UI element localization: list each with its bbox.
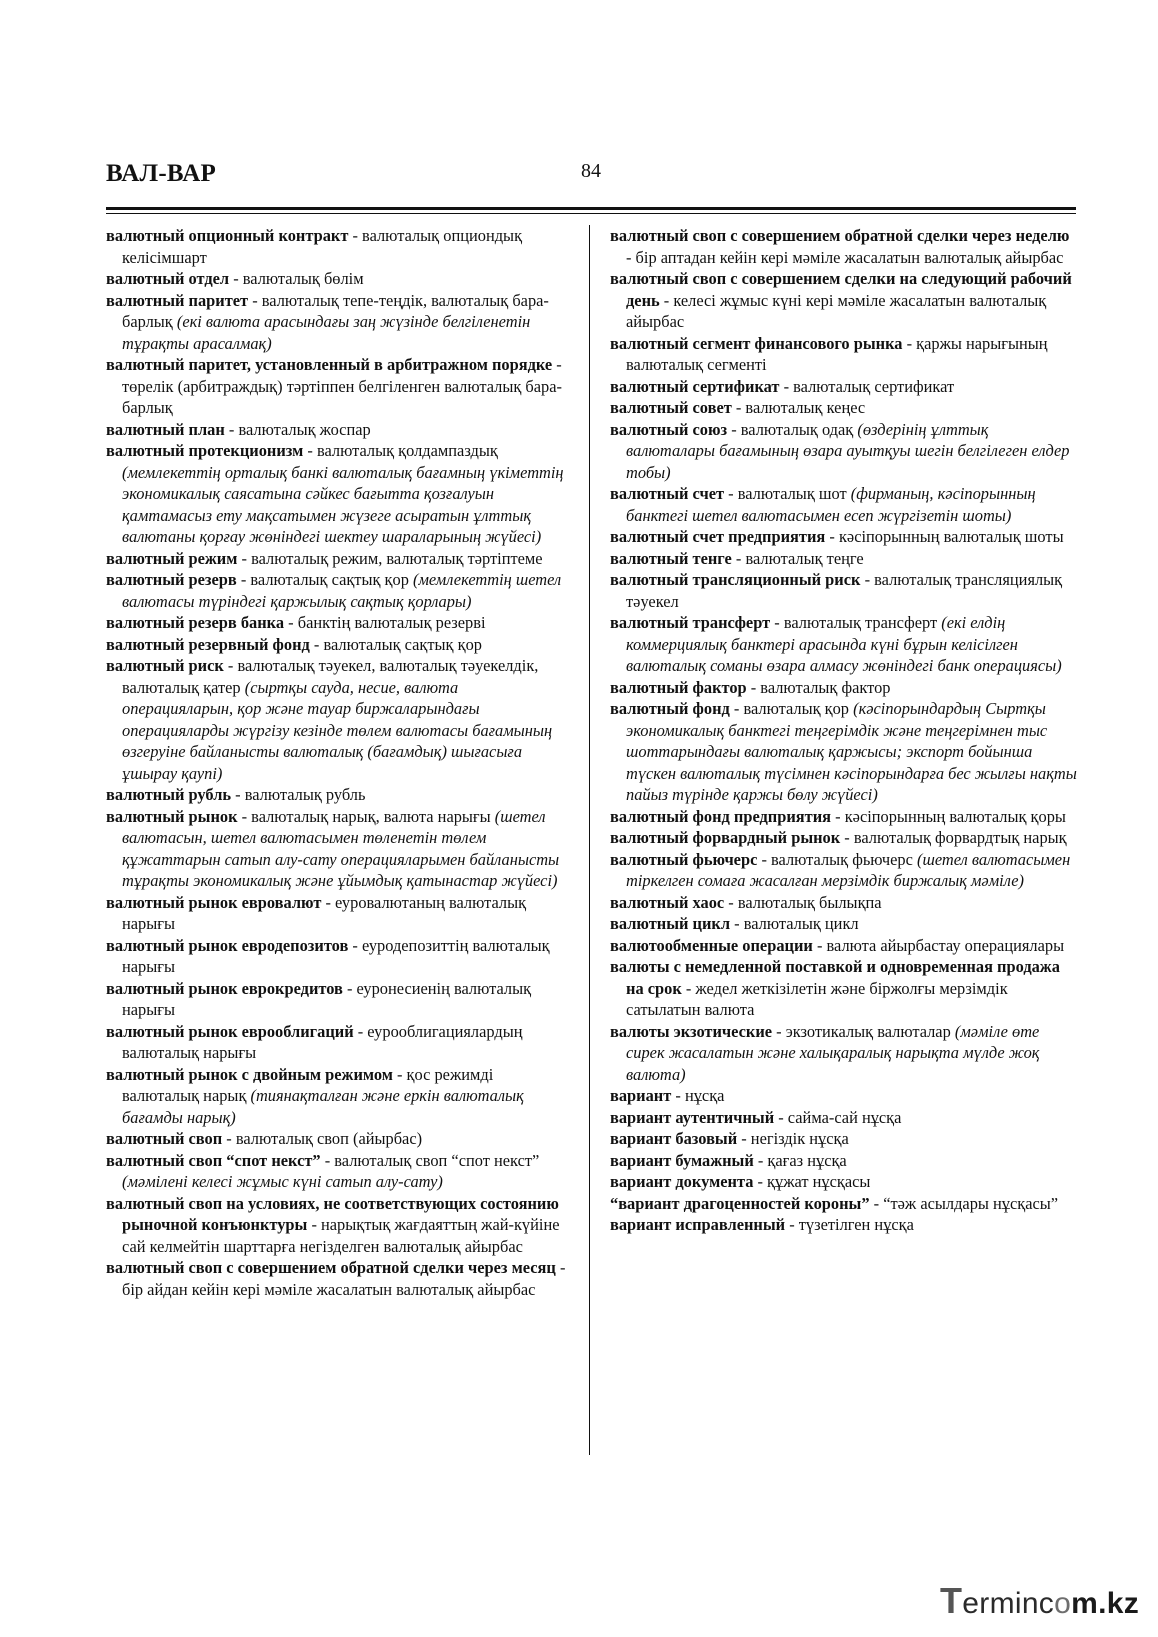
dictionary-entry [610,935,1078,957]
dictionary-entry [610,333,1078,376]
entry-term: валютный фактор [610,677,747,697]
entry-term: валютный сегмент финансового рынка [610,333,903,353]
entry-definition: - нарықтық жағдаяттың жай-күйіне сай келмейтін шарттарға негізделген валюталық айырбас [122,1215,560,1256]
watermark-magnifier-o: o [1054,1587,1072,1620]
entry-term: валютный фьючерс [610,849,758,869]
entry-definition: - еурооблигациялардың валюталық нарығы [122,1021,523,1062]
dictionary-entry [610,1214,1078,1236]
header-rule-thin [106,213,1076,214]
dictionary-entry [610,612,1078,677]
dictionary-entry [610,526,1078,548]
entry-term: валютный рынок евродепозитов [106,935,349,955]
watermark-text-1: erminc [962,1587,1055,1620]
entry-definition: - валюталық форвардтық нарық [840,828,1067,847]
entry-term: вариант исправленный [610,1215,786,1234]
entry-note: (сыртқы сауда, несие, валюта операцияларын, қор және тауар биржаларындағы операцияларды жүргізу кезінде төлем валютасы бағамының өзгеруіне байланысты валюталық (бағамдық) шығасыға ұшырау қаупі) [122,677,553,783]
dictionary-entry [610,1150,1078,1172]
dictionary-entry [610,419,1078,484]
entry-definition: - валюталық қор [729,699,854,718]
entry-term: валютный паритет, установленный в арбитражном порядке [106,355,553,374]
entry-note: (кәсіпорындардың Сыртқы экономикалық банктегі теңгерімдік және теңгерімнен тыс шоттарындағы валюталық қаржысы; экспорт бойынша түскен валюталық түсімнен кәсіпорындарға бес жылғы нақты пайыз түрінде қаржы бөлу жүйесі) [626,699,1077,804]
dictionary-entry [610,569,1078,612]
entry-definition: - келесі жұмыс күні кері мәміле жасалатын валюталық айырбас [626,290,1047,331]
entry-term: валютный форвардный рынок [610,828,841,847]
entry-term: валютный своп на условиях, не соответствующих состоянию рыночной конъюнктуры [106,1193,559,1234]
dictionary-entry [610,1171,1078,1193]
watermark-letter-t: T [940,1580,963,1621]
entry-note: (фирманың, кәсіпорынның банктегі шетел валютасымен есеп жүргізетін шоты) [626,484,1036,525]
entry-note: (шетел валютасымен тіркелген сомаға жасалған мерзімдік биржалық мәміле) [626,849,1071,890]
entry-term: валютный совет [610,398,732,417]
entry-definition: - еуровалютаның валюталық нарығы [122,892,527,933]
entry-term: валютный рынок еврооблигаций [106,1021,354,1041]
entry-term: вариант документа [610,1172,754,1191]
entry-definition: - “тәж асылдары нұсқасы” [869,1193,1059,1213]
entry-definition: - түзетілген нұсқа [785,1215,914,1234]
left-column [106,225,566,1300]
entry-term: валютный счет [610,484,725,503]
dictionary-entry [610,397,1078,419]
entry-definition: - құжат нұсқасы [753,1172,871,1191]
dictionary-entry [610,548,1078,570]
entry-definition: - қағаз нұсқа [753,1150,847,1170]
dictionary-entry [106,354,566,419]
entry-definition: - валюта айырбастау операциялары [812,935,1065,955]
dictionary-entry [106,784,566,806]
entry-term: валютный фонд [610,699,730,718]
entry-definition: - еуронесиенің валюталық нарығы [122,978,532,1019]
entry-term: валютный своп [106,1129,223,1148]
entry-term: валютообменные операции [610,935,813,955]
entry-definition: - валюталық одақ [727,419,858,439]
dictionary-entry [106,419,566,441]
entry-term: валютный режим [106,548,238,568]
dictionary-entry [610,806,1078,828]
entry-term: валютный своп с совершением сделки на следующий рабочий день [610,269,1072,310]
dictionary-entry [610,849,1078,892]
dictionary-entry [106,440,566,548]
entry-definition: - валюталық своп “спот некст” [320,1150,540,1170]
entry-definition: - төрелік (арбитраждық) тәртіппен белгіленген валюталық бара-барлық [122,355,562,417]
entry-note: (тиянақталған және еркін валюталық бағамды нарық) [122,1086,524,1127]
entry-note: (мәміле өте сирек жасалатын және халықаралық нарықта мүлде жоқ валюта) [626,1021,1040,1084]
entry-definition: - кәсіпорынның валюталық шоты [825,527,1064,546]
entry-term: валютный резервный фонд [106,634,310,654]
entry-definition: - валюталық фьючерс [757,849,917,869]
entry-definition: - кәсіпорынның валюталық қоры [831,806,1066,826]
entry-term: валютный резерв банка [106,613,285,632]
entry-term: валютный своп с совершением обратной сделки через месяц [106,1258,556,1277]
entry-term: валютный опционный контракт [106,226,349,245]
page-number: 84 [581,160,601,182]
entry-definition: - валюталық кеңес [731,398,866,417]
dictionary-entry [610,1085,1078,1107]
entry-note: (екі елдің коммерциялық банктері арасында күні бұрын келісілген валюталық соманы өзара алмасу жөніндегі банк операциясы) [626,613,1062,675]
entry-definition: - валюталық своп (айырбас) [222,1129,423,1148]
entry-definition: - валюталық нарық, валюта нарығы [237,806,495,826]
dictionary-entry [106,1150,566,1193]
dictionary-entry [106,569,566,612]
entry-term: валюты с немедленной поставкой и одновременная продажа на срок [610,957,1060,998]
entry-term: валютный сертификат [610,376,780,396]
entry-note: (мемлекеттің орталық банкі валюталық бағамның үкіметтің экономикалық саясатына сәйкес бағытта қозғалуын қамтамасыз ету мақсатымен жүзеге асыратын ұлттық валютаны қорғау жөніндегі шектеу шараларының жүйесі) [122,462,564,546]
dictionary-entry [106,1257,566,1300]
entry-definition: - валюталық бөлім [229,269,364,288]
dictionary-entry [106,1021,566,1064]
entry-definition: - валюталық қолдампаздық [303,441,498,460]
entry-definition: - валюталық режим, валюталық тәртіптеме [237,548,543,568]
dictionary-entry [610,483,1078,526]
entry-definition: - валюталық жоспар [224,419,371,439]
dictionary-entry [610,956,1078,1021]
entry-term: вариант аутентичный [610,1107,775,1127]
header-rule-thick [106,207,1076,210]
entry-term: валюты экзотические [610,1021,773,1041]
entry-definition: - валюталық опциондық келісімшарт [122,226,523,267]
entry-term: валютный рубль [106,785,232,804]
entry-term: валютный своп “спот некст” [106,1150,321,1170]
entry-term: валютный план [106,419,225,439]
entry-term: валютный рынок еврокредитов [106,978,343,998]
entry-definition: - бір аптадан кейін кері мәміле жасалатын валюталық айырбас [626,247,1064,267]
entry-definition: - валюталық теңге [731,548,864,568]
dictionary-entry [610,1128,1078,1150]
site-watermark [940,1580,1139,1622]
running-head: ВАЛ-ВАР [106,160,216,187]
entry-definition: - қос режимді валюталық нарық [122,1064,494,1105]
entry-term: вариант базовый [610,1129,738,1148]
entry-definition: - валюталық шот [724,484,851,503]
dictionary-entry [610,1107,1078,1129]
column-divider [589,225,590,1455]
dictionary-entry [106,1064,566,1129]
dictionary-entry [610,698,1078,806]
right-column [610,225,1078,1236]
dictionary-entry [106,225,566,268]
dictionary-entry [610,892,1078,914]
entry-definition: - сайма-сай нұсқа [774,1107,902,1127]
entry-term: валютный паритет [106,290,249,310]
dictionary-entry [106,935,566,978]
entry-term: валютный тенге [610,548,732,568]
dictionary-entry [106,612,566,634]
entry-definition: - банктің валюталық резерві [284,613,486,632]
entry-definition: - валюталық фактор [746,677,891,697]
entry-definition: - негіздік нұсқа [737,1129,849,1148]
entry-definition: - валюталық цикл [730,914,859,933]
dictionary-entry [106,1128,566,1150]
dictionary-entry [610,376,1078,398]
dictionary-entry [610,913,1078,935]
dictionary-entry [106,634,566,656]
entry-definition: - валюталық сақтық қор [236,570,413,589]
dictionary-entry [106,268,566,290]
entry-definition: - валюталық тепе-теңдік, валюталық бара-барлық [122,290,549,331]
entry-note: (шетел валютасын, шетел валютасымен төленетін төлем құжаттарын сатып алу-сату операцияларымен байланысты тұрақты экономикалық және ұйымдық қатынастар жүйесі) [122,806,560,890]
entry-term: валютный рынок евровалют [106,892,322,912]
entry-term: валютный рынок [106,806,238,826]
entry-definition: - валюталық тәуекел, валюталық тәуекелдік, валюталық қатер [122,656,539,697]
entry-definition: - валюталық сертификат [779,376,955,396]
dictionary-entry [106,892,566,935]
entry-term: валютный своп с совершением обратной сделки через неделю [610,226,1070,245]
dictionary-entry [610,1021,1078,1086]
entry-note: (екі валюта арасындағы заң жүзінде белгіленетін тұрақты арасалмақ) [122,312,531,353]
dictionary-entry [106,806,566,892]
entry-term: валютный резерв [106,570,237,589]
entry-note: (мемлекеттің шетел валютасы түріндегі қаржылық сақтық қорлары) [122,570,562,611]
entry-term: валютный отдел [106,269,230,288]
dictionary-entry [610,1193,1078,1215]
entry-definition: - бір айдан кейін кері мәміле жасалатын валюталық айырбас [122,1258,566,1299]
entry-term: валютный протекционизм [106,441,304,460]
entry-definition: - экзотикалық валюталар [772,1021,955,1041]
dictionary-entry [106,548,566,570]
entry-note: (мәмілені келесі жұмыс күні сатып алу-сату) [122,1172,443,1191]
dictionary-entry [106,655,566,784]
entry-definition: - жедел жеткізілетін және біржолғы мерзімдік сатылатын валюта [626,978,1008,1019]
page-header [106,158,1076,206]
watermark-text-2: m.kz [1071,1587,1140,1620]
entry-definition: - еуродепозиттің валюталық нарығы [122,935,550,976]
entry-term: валютный цикл [610,914,731,933]
dictionary-entry [610,827,1078,849]
dictionary-entry [106,978,566,1021]
entry-term: вариант [610,1086,672,1105]
entry-term: “вариант драгоценностей короны” [610,1193,870,1213]
entry-definition: - валюталық трансферт [770,613,942,632]
dictionary-entry [106,1193,566,1258]
entry-term: валютный риск [106,656,224,675]
entry-term: валютный трансляционный риск [610,570,861,589]
entry-definition: - валюталық былықпа [724,892,882,912]
entry-term: валютный счет предприятия [610,527,826,546]
entry-note: (өздерінің ұлттық валюталары бағамының өзара ауытқуы шегін белгілеген елдер тобы) [626,419,1070,482]
entry-term: валютный рынок с двойным режимом [106,1064,393,1084]
entry-definition: - нұсқа [671,1086,725,1105]
entry-definition: - қаржы нарығының валюталық сегменті [626,333,1048,374]
dictionary-entry [106,290,566,355]
entry-definition: - валюталық рубль [231,785,366,804]
entry-definition: - валюталық трансляциялық тәуекел [626,570,1063,611]
entry-term: валютный союз [610,419,728,439]
dictionary-entry [610,225,1078,268]
entry-term: валютный хаос [610,892,725,912]
dictionary-entry [610,268,1078,333]
entry-term: валютный фонд предприятия [610,806,832,826]
entry-term: валютный трансферт [610,613,771,632]
entry-term: вариант бумажный [610,1150,754,1170]
entry-definition: - валюталық сақтық қор [309,634,482,654]
dictionary-entry [610,677,1078,699]
